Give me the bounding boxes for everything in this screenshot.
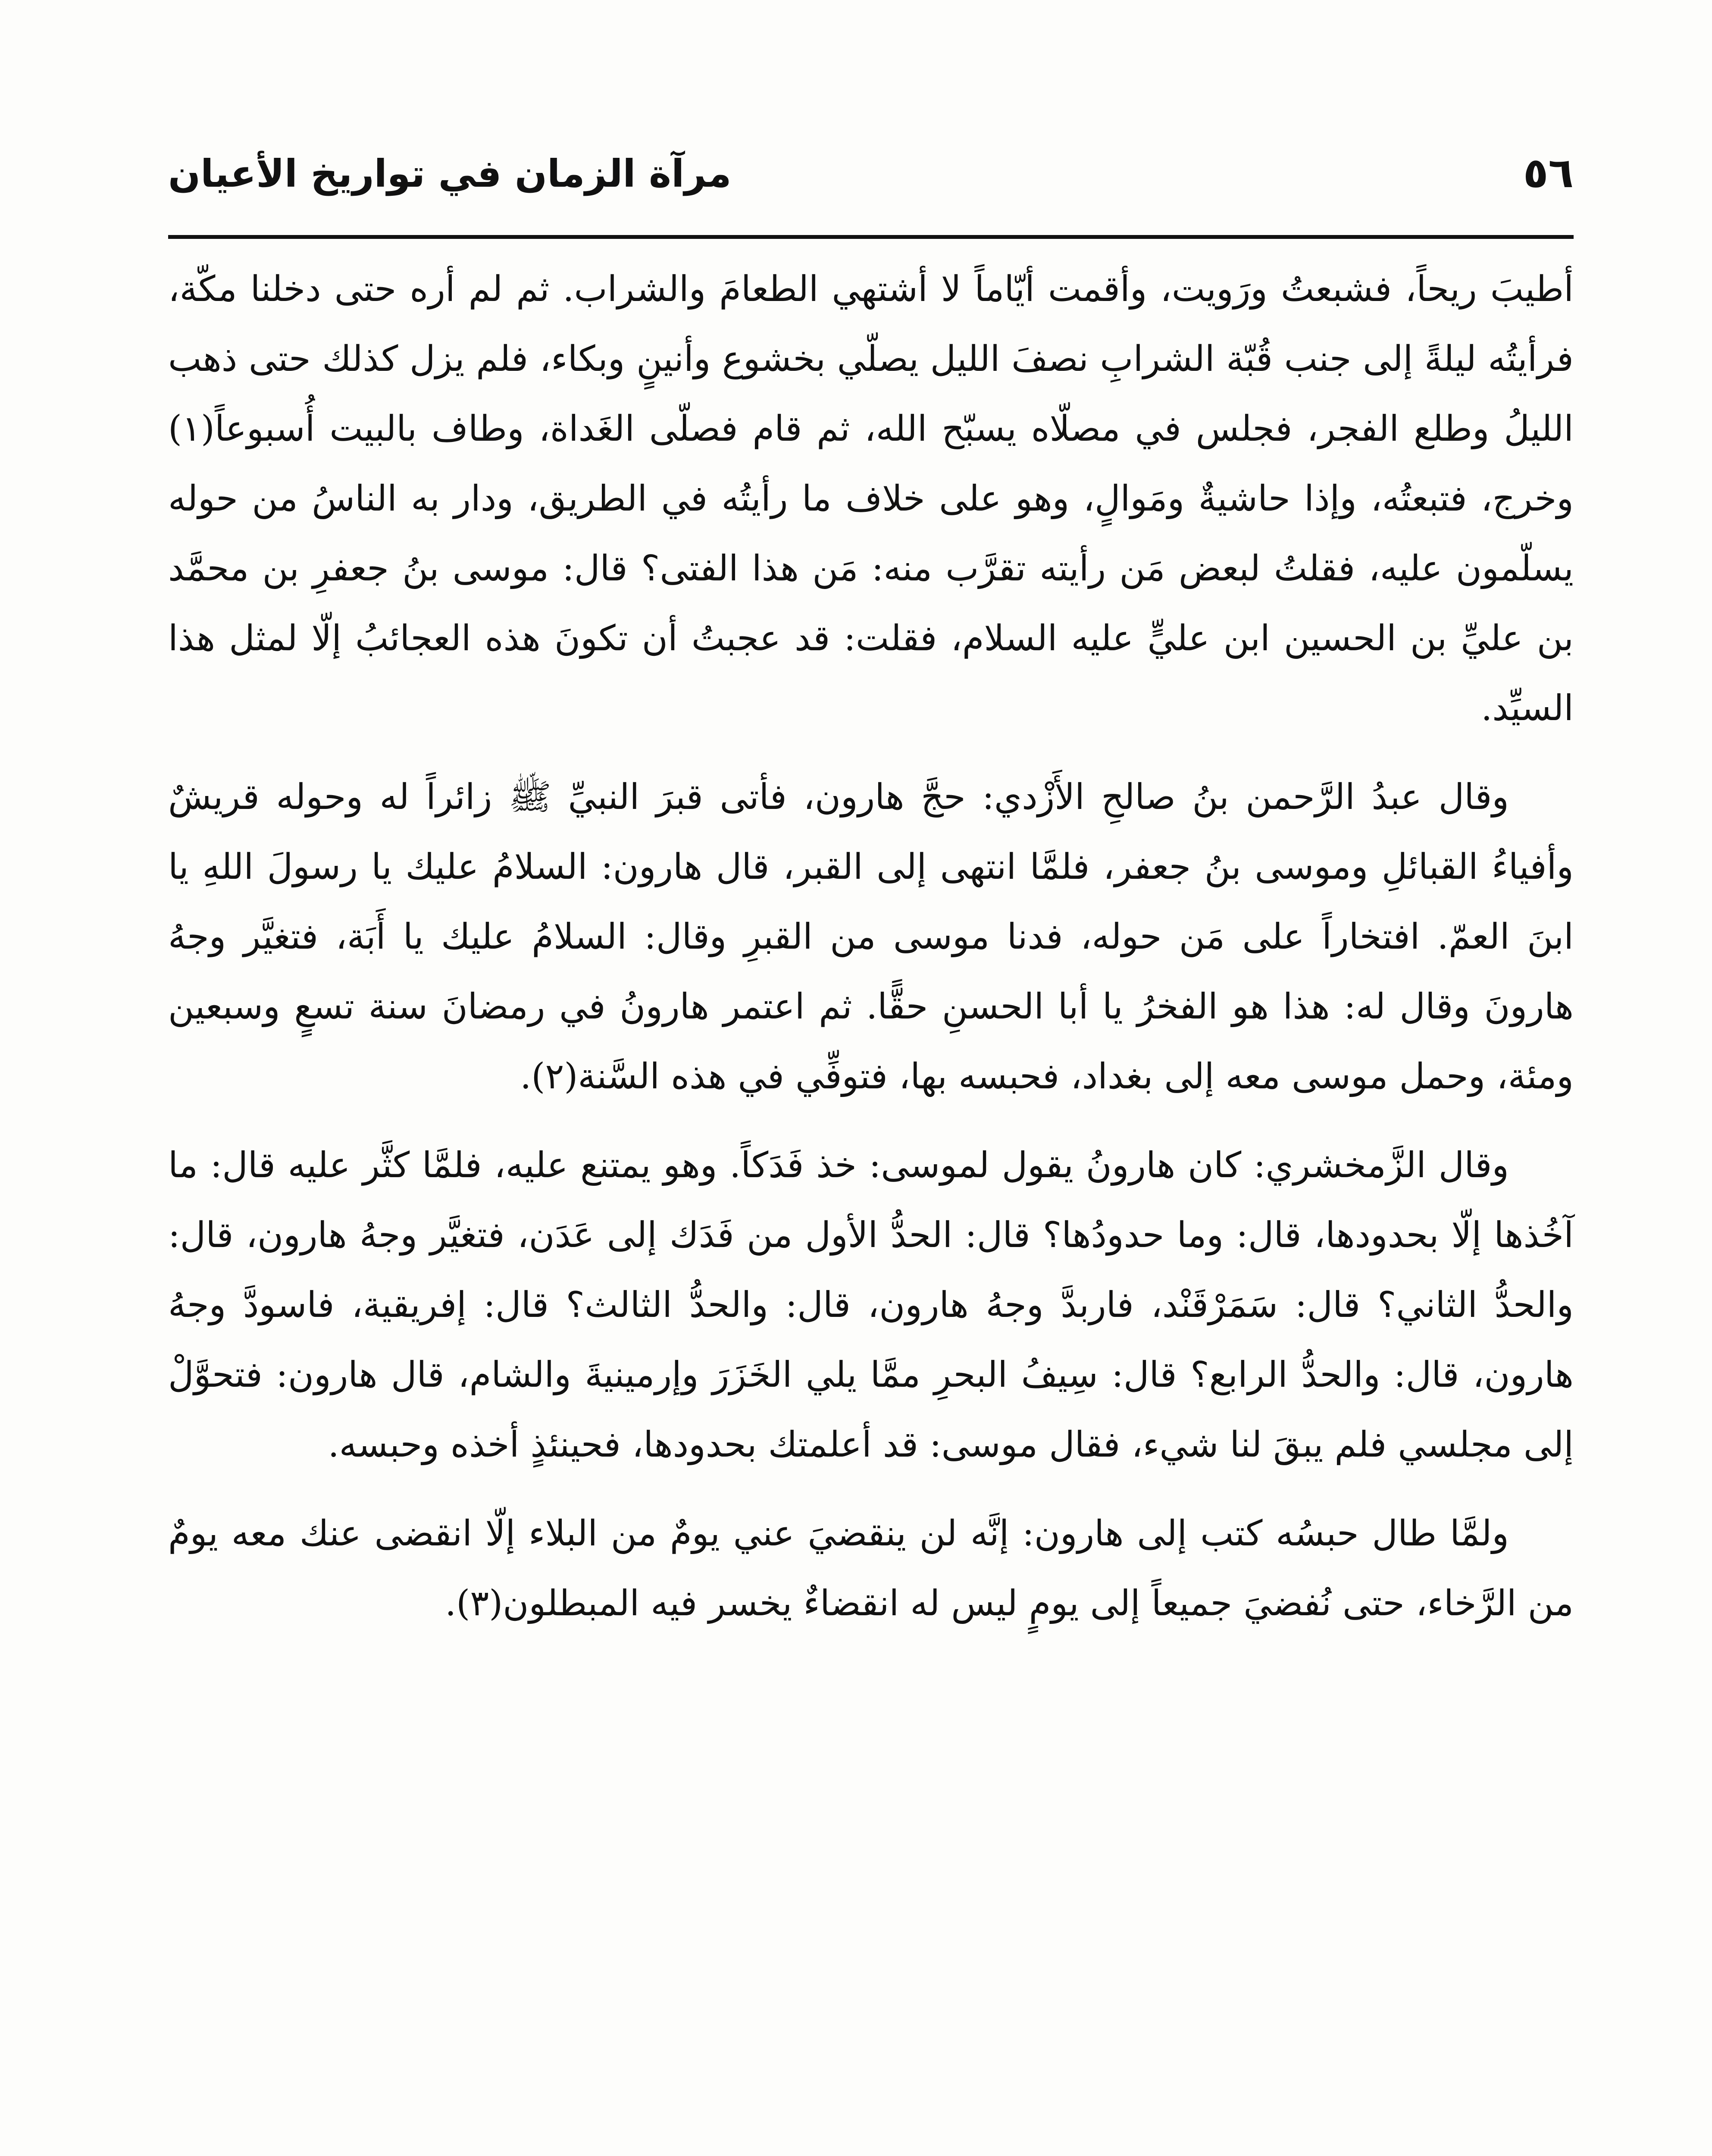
paragraph-1: أطيبَ ريحاً، فشبعتُ ورَويت، وأقمت أيّاماً لا أشتهي الطعامَ والشراب. ثم لم أره حتى دخلنا مكّة، فرأيتُه ليلةً إلى جنب قُبّة الشرابِ نصفَ الليل يصلّي بخشوع وأنينٍ وبكاء، فلم يزل كذلك حتى ذهب الليلُ وطلع الفجر، فجلس في مصلّاه يسبّح الله، ثم قام فصلّى الغَداة، وطاف بالبيت أُسبوعاً(١) وخرج، فتبعتُه، وإذا حاشيةٌ ومَوالٍ، وهو على خلاف ما رأيتُه في الطريق، ودار به الناسُ من حوله يسلّمون عليه، فقلتُ لبعض مَن رأيته تقرَّب منه: مَن هذا الفتى؟ قال: موسى بنُ جعفرِ بن محمَّد بن عليِّ بن الحسين ابن عليٍّ عليه السلام، فقلت: قد عجبتُ أن تكونَ هذه العجائبُ إلّا لمثل هذا السيِّد. <box>168 269 1574 729</box>
header-rule <box>168 235 1574 239</box>
paragraph-4: ولمَّا طال حبسُه كتب إلى هارون: إنَّه لن ينقضيَ عني يومٌ من البلاء إلّا انقضى عنك معه يومٌ من الرَّخاء، حتى نُفضيَ جميعاً إلى يومٍ ليس له انقضاءٌ يخسر فيه المبطلون(٣). <box>168 1513 1574 1624</box>
paragraph-3: وقال الزَّمخشري: كان هارونُ يقول لموسى: خذ فَدَكاً. وهو يمتنع عليه، فلمَّا كثَّر عليه قال: ما آخُذها إلّا بحدودها، قال: وما حدودُها؟ قال: الحدُّ الأول من فَدَك إلى عَدَن، فتغيَّر وجهُ هارون، قال: والحدُّ الثاني؟ قال: سَمَرْقَنْد، فاربدَّ وجهُ هارون، قال: والحدُّ الثالث؟ قال: إفريقية، فاسودَّ وجهُ هارون، قال: والحدُّ الرابع؟ قال: سِيفُ البحرِ ممَّا يلي الخَزَرَ وإرمينيةَ والشام، قال هارون: فتحوَّلْ إلى مجلسي فلم يبقَ لنا شيء، فقال موسى: قد أعلمتك بحدودها، فحينئذٍ أخذه وحبسه. <box>168 1145 1574 1465</box>
page-number: ٥٦ <box>1523 149 1574 197</box>
main-text <box>168 254 1574 1658</box>
paragraph-2: وقال عبدُ الرَّحمن بنُ صالحِ الأَزْدي: حجَّ هارون، فأتى قبرَ النبيِّ ﷺ زائراً له وحوله قريشٌ وأفياءُ القبائلِ وموسى بنُ جعفر، فلمَّا انتهى إلى القبر، قال هارون: السلامُ عليك يا رسولَ اللهِ يا ابنَ العمّ. افتخاراً على مَن حوله، فدنا موسى من القبرِ وقال: السلامُ عليك يا أَبَة، فتغيَّر وجهُ هارونَ وقال له: هذا هو الفخرُ يا أبا الحسنِ حقًّا. ثم اعتمر هارونُ في رمضانَ سنة تسعٍ وسبعين ومئة، وحمل موسى معه إلى بغداد، فحبسه بها، فتوفِّي في هذه السَّنة(٢). <box>168 777 1574 1097</box>
running-title: مرآة الزمان في تواريخ الأعيان <box>168 151 732 196</box>
page-header <box>168 149 1574 213</box>
